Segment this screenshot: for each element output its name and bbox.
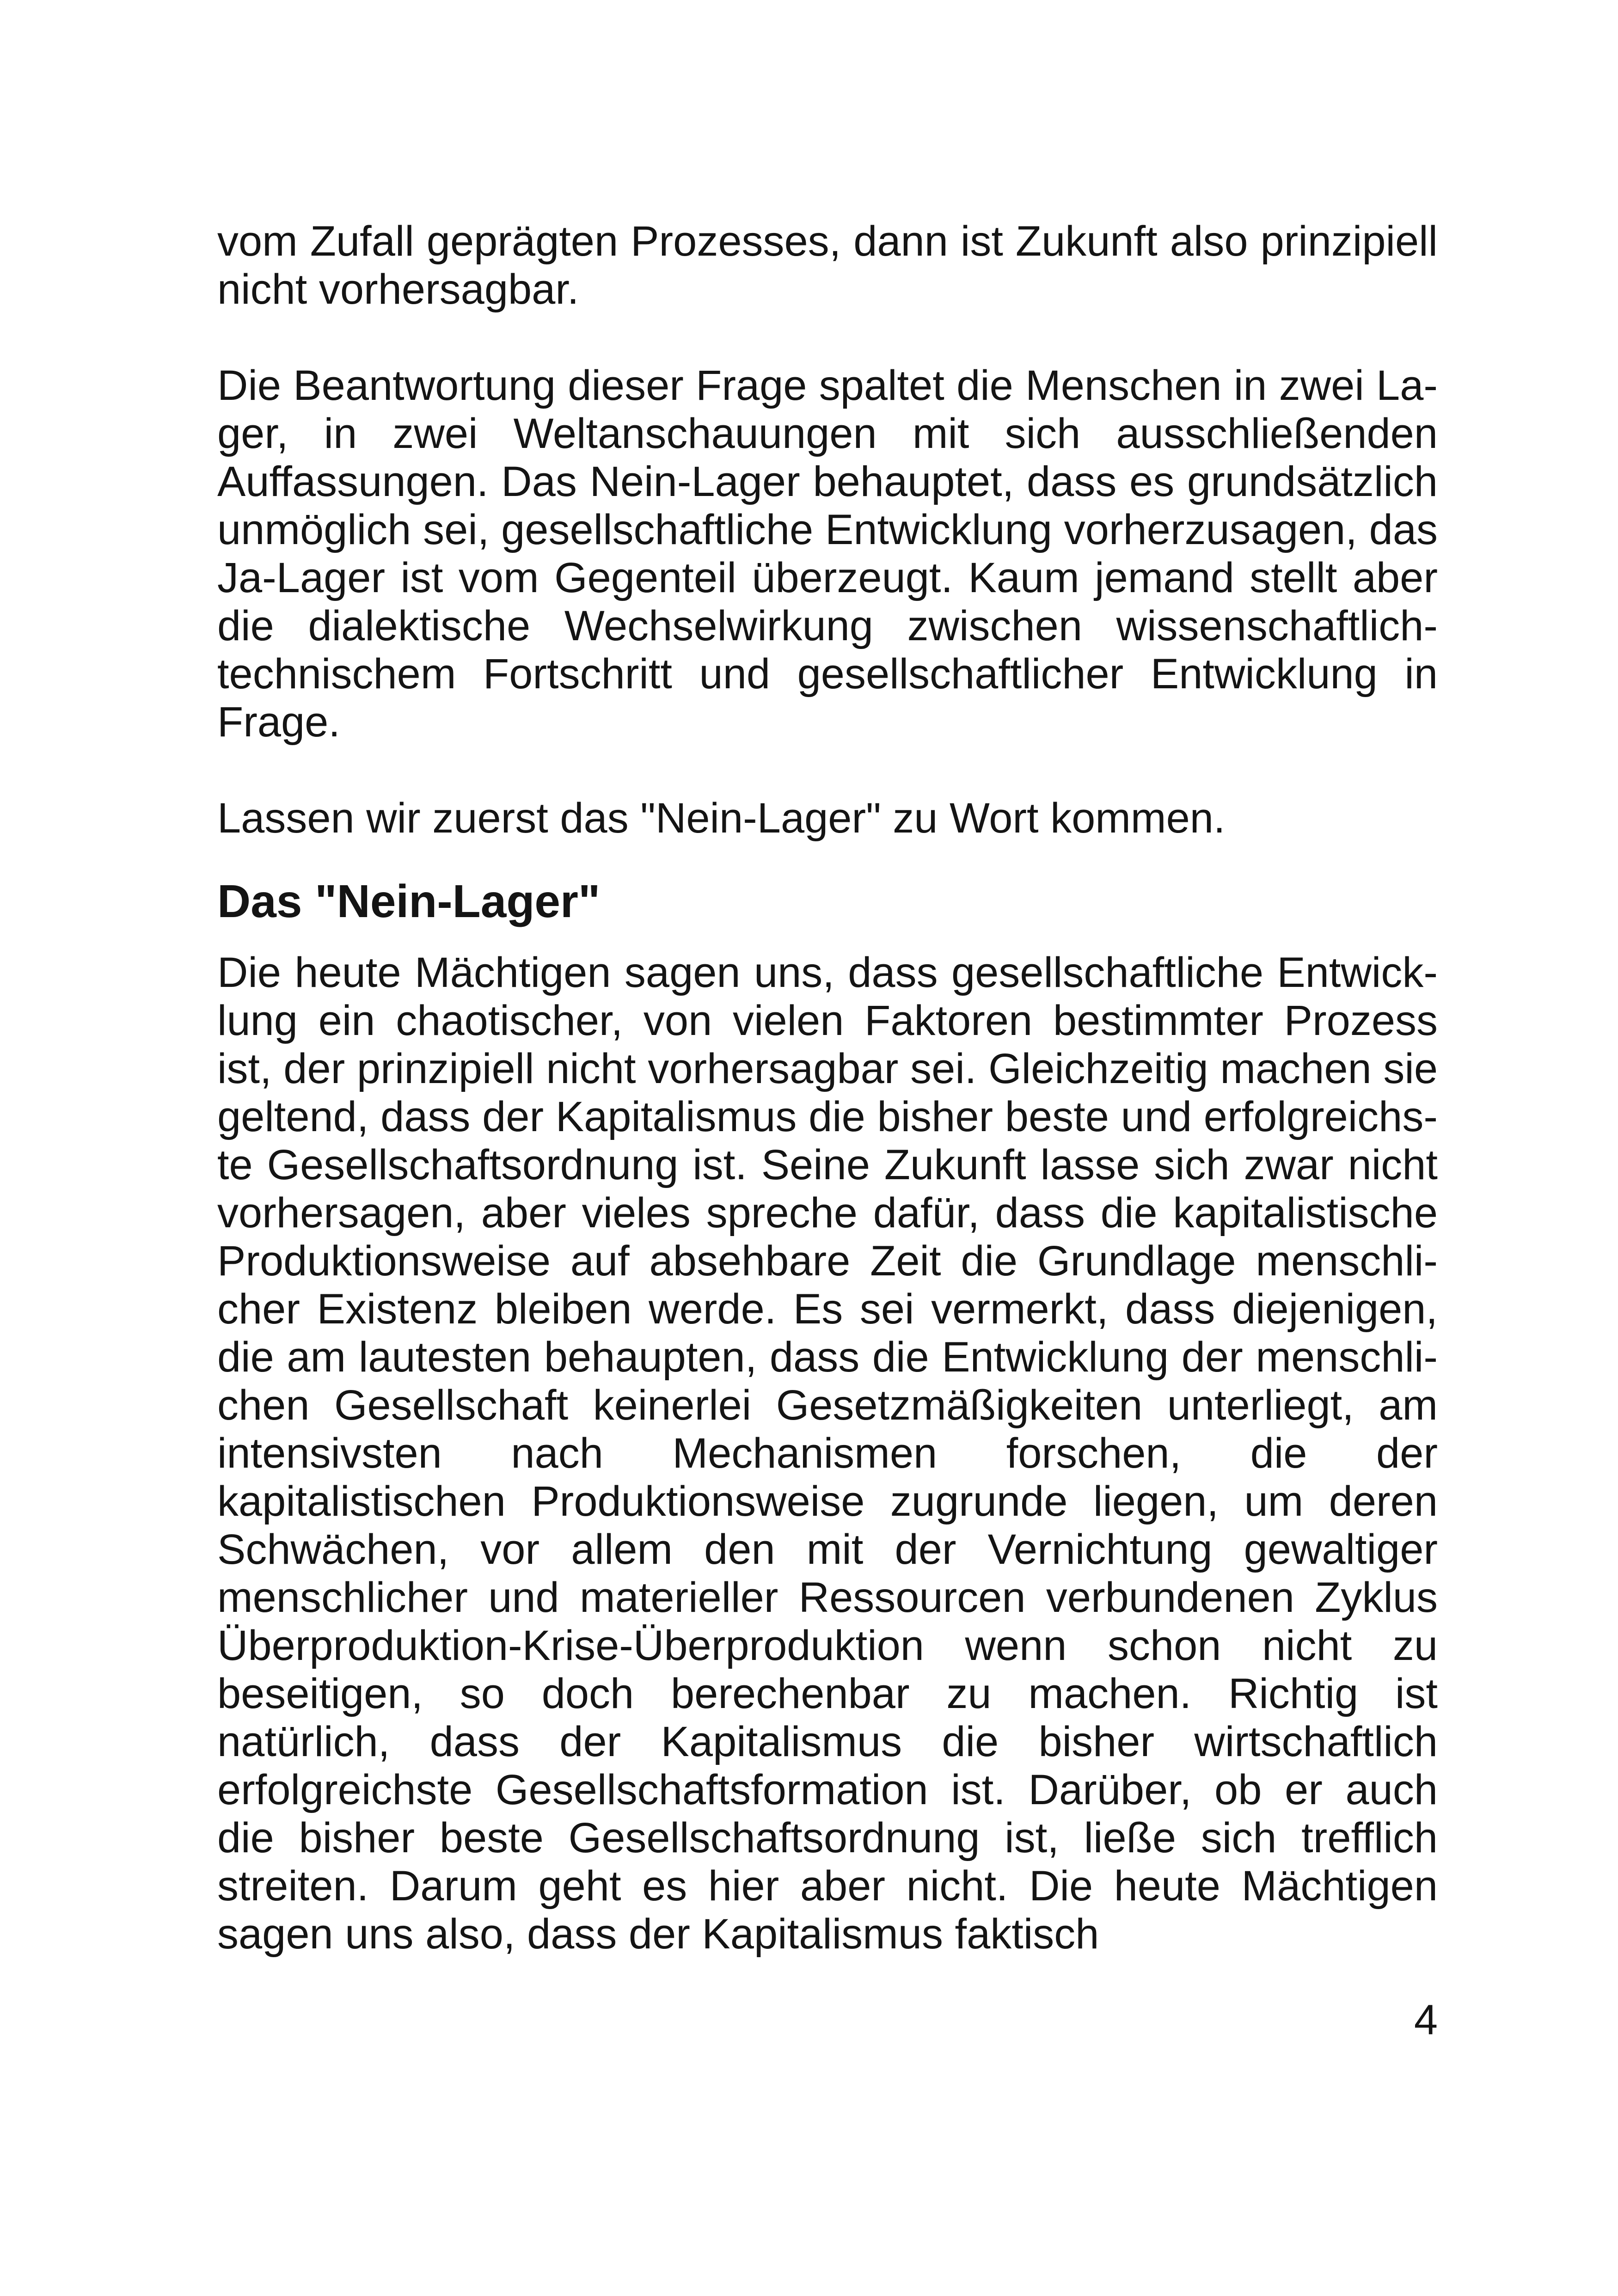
paragraph-intro-continuation: vom Zufall geprägten Prozesses, dann ist Zukunft also prinzipiell nicht vorhersagbar. xyxy=(217,218,1438,313)
paragraph-two-camps: Die Beantwortung dieser Frage spaltet die Menschen in zwei Lager, in zwei Weltanschauungen mit sich ausschließenden Auffassungen. Das Nein-Lager behauptet, dass es grundsätzlich unmöglich sei, gesellschaftliche Entwicklung vorherzusagen, das Ja-Lager ist vom Gegenteil überzeugt. Kaum jemand stellt aber die dialektische Wechselwirkung zwischen wissenschaftlich-technischem Fortschritt und gesellschaftlicher Entwicklung in Frage. xyxy=(217,362,1438,746)
paragraph-transition: Lassen wir zuerst das "Nein-Lager" zu Wort kommen. xyxy=(217,795,1226,842)
section-heading: Das "Nein-Lager" xyxy=(217,876,601,927)
page-content xyxy=(217,217,1438,1958)
section-body-paragraph: Die heute Mächtigen sagen uns, dass gesellschaftliche Entwicklung ein chaotischer, von vielen Faktoren bestimmter Prozess ist, der prinzipiell nicht vorhersagbar sei. Gleichzeitig machen sie geltend, dass der Kapitalismus die bisher beste und erfolgreichste Gesellschaftsordnung ist. Seine Zukunft lasse sich zwar nicht vorhersagen, aber vieles spreche dafür, dass die kapitalistische Produktionsweise auf absehbare Zeit die Grundlage menschlicher Existenz bleiben werde. Es sei vermerkt, dass diejenigen, die am lautesten behaupten, dass die Entwicklung der menschlichen Gesellschaft keinerlei Gesetzmäßigkeiten unterliegt, am intensivsten nach Mechanismen forschen, die der kapitalistischen Produktionsweise zugrunde liegen, um deren Schwächen, vor allem den mit der Vernichtung gewaltiger menschlicher und materieller Ressourcen verbundenen Zyklus Überproduktion-Krise-Überproduktion wenn schon nicht zu beseitigen, so doch berechenbar zu machen. Richtig ist natürlich, dass der Kapitalismus die bisher wirtschaftlich erfolgreichste Gesellschaftsformation ist. Darüber, ob er auch die bisher beste Gesellschaftsordnung ist, ließe sich trefflich streiten. Darum geht es hier aber nicht. Die heute Mächtigen sagen uns also, dass der Kapitalismus faktisch xyxy=(217,949,1438,1958)
page-number: 4 xyxy=(1414,1996,1438,2044)
